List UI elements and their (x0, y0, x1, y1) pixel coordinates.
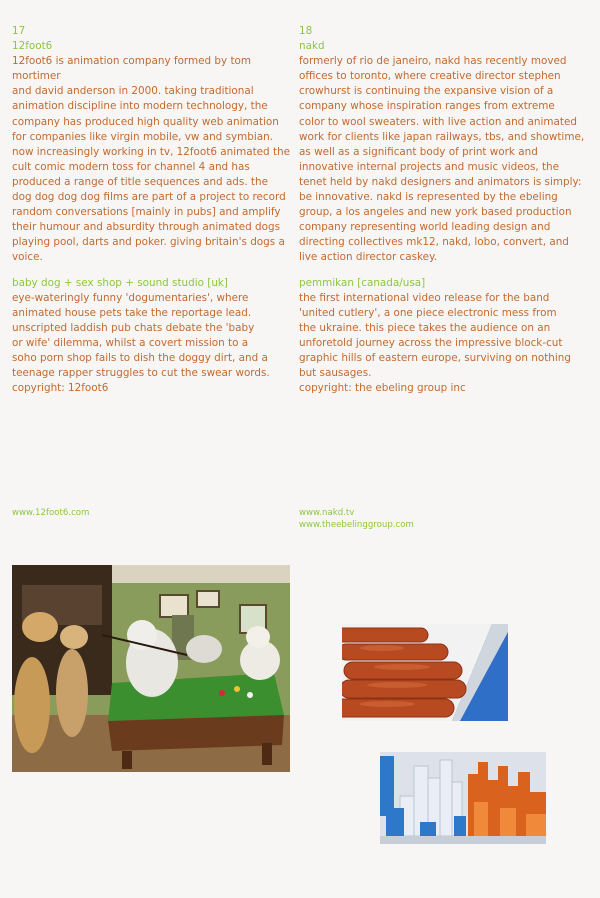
website-link[interactable]: www.12foot6.com (12, 508, 90, 518)
entry-number: 17 (12, 25, 26, 37)
website-link[interactable]: www.nakd.tv (299, 508, 355, 518)
left-column (12, 24, 294, 396)
dogs-playing-pool-image (12, 565, 290, 772)
company-description: 12foot6 is animation company formed by tom mortimer and david anderson in 2000. taking traditional animation discipline into modern technology, the company has produced high quality web animation for companies like virgin mobile, vw and symbian. now increasingly working in tv, 12foot6 animated the cult comic modern toss for channel 4 and has produced a range of title sequences and ads. the dog dog dog dog films are part of a project to record random conversations [mainly in pubs] and amplify their humour and absurdity through animated dogs playing pool, darts and poker. giving britain's dogs a voice. (12, 55, 290, 264)
project-description: eye-wateringly funny 'dogumentaries', where animated house pets take the reportage lead. unscripted laddish pub chats debate the 'baby or wife' dilemma, whilst a covert mission to a soho porn shop fails to dish the doggy dirt, and a teenage rapper struggles to cut the swear words. copyright: 12foot6 (12, 291, 270, 395)
company-description: formerly of rio de janeiro, nakd has recently moved offices to toronto, where creative director stephen crowhurst is continuing the expansive vision of a company whose inspiration ranges from extreme color to wool sweaters. with live action and animated work for clients like japan railways, tbs, and showtime, as well as a significant body of print work and innovative internal projects and music videos, the tenet held by nakd designers and animators is simply: be innovative. nakd is represented by the ebeling group, a los angeles and new york based production company representing world leading design and directing collectives mk12, nakd, lobo, convert, and live action director caskey. (299, 55, 585, 264)
project-title: baby dog + sex shop + sound studio [uk] (12, 276, 228, 289)
project-description: the first international video release for the band 'united cutlery', a one piece electronic mess from the ukraine. this piece takes the audience on an unforetold journey across the impressive block-cut graphic hills of eastern europe, surviving on nothing but sausages. copyright: the ebeling group inc (299, 291, 571, 395)
project-title: pemmikan [canada/usa] (299, 276, 426, 289)
sausages-image (342, 624, 508, 721)
website-link[interactable]: www.theebelinggroup.com (299, 520, 414, 530)
block-landscape-image (380, 752, 546, 844)
company-name: 12foot6 (12, 40, 53, 53)
company-name: nakd (299, 40, 325, 53)
entry-number: 18 (299, 25, 313, 37)
right-column (299, 24, 589, 396)
